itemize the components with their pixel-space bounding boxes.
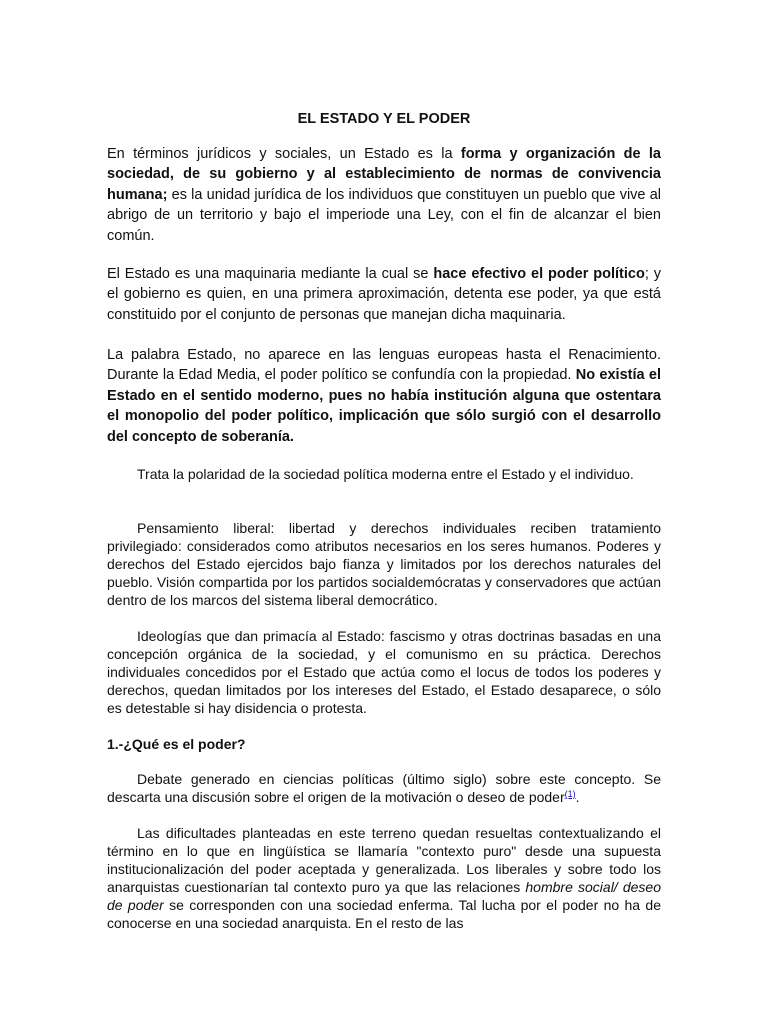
paragraph-8-italic: hombre social/ deseo de poder	[107, 879, 661, 913]
paragraph-1-text-c: es la unidad jurídica de los individuos que constituyen un pueblo que vive al abrigo de un territorio y bajo el imperiode una Ley, con el fin de alcanzar el bien común.	[107, 186, 661, 244]
paragraph-2-bold: hace efectivo el poder político	[433, 266, 645, 282]
footnote-link[interactable]: (1)	[564, 789, 576, 799]
paragraph-8-text-c: se corresponden con una sociedad enferma. Tal lucha por el poder no ha de conocerse en una sociedad anarquista. En el resto de las	[107, 897, 661, 931]
section-heading: 1.-¿Qué es el poder?	[107, 736, 246, 752]
paragraph-3-text-a: La palabra Estado, no aparece en las lenguas europeas hasta el Renacimiento. Durante la Edad Media, el poder político se confundía con la propiedad.	[107, 347, 661, 384]
paragraph-3-bold: No existía el Estado en el sentido moderno, pues no había institución alguna que ostentara el monopolio del poder político, implicación que sólo surgió con el desarrollo del concepto de soberanía.	[107, 367, 661, 445]
document-title: EL ESTADO Y EL PODER	[297, 111, 471, 127]
paragraph-2-text-c: ; y el gobierno es quien, en una primera aproximación, detenta ese poder, ya que está constituido por el conjunto de personas que manejan dicha maquinaria.	[107, 266, 662, 323]
paragraph-1-text-a: En términos jurídicos y sociales, un Estado es la	[107, 146, 461, 162]
paragraph-5: Pensamiento liberal: libertad y derechos individuales reciben tratamiento privilegiado: considerados como atributos necesarios en los seres humanos. Poderes y derechos del Estado ejercidos bajo fianza y limitados por los derechos naturales del pueblo. Visión compartida por los partidos socialdemócratas y conservadores que actúan dentro de los marcos del sistema liberal democrático.	[107, 520, 661, 608]
paragraph-7-text-a: Debate generado en ciencias políticas (último siglo) sobre este concepto. Se descarta una discusión sobre el origen de la motivación o deseo de poder	[107, 771, 661, 805]
paragraph-7-text-c: .	[575, 789, 580, 805]
paragraph-6: Ideologías que dan primacía al Estado: fascismo y otras doctrinas basadas en una concepción orgánica de la sociedad, y el comunismo en su práctica. Derechos individuales concedidos por el Estado que actúa como el locus de todos los poderes y derechos, quedan limitados por los intereses del Estado, el Estado desaparece, o sólo es detestable si hay disidencia o protesta.	[107, 628, 661, 716]
paragraph-1	[107, 144, 661, 246]
paragraph-7	[107, 770, 661, 806]
paragraph-8-text-a: Las dificultades planteadas en este terreno quedan resueltas contextualizando el término en lo que en lingüística se llamaría "contexto puro" desde una supuesta institucionalización del poder aceptada y generalizada. Los liberales y sobre todo los anarquistas cuestionarían tal contexto puro ya que las relaciones	[107, 825, 661, 895]
paragraph-2	[107, 264, 661, 325]
paragraph-3	[107, 345, 661, 447]
paragraph-8	[107, 824, 661, 932]
paragraph-1-bold: forma y organización de la sociedad, de su gobierno y al establecimiento de normas de convivencia humana;	[107, 146, 661, 203]
paragraph-2-text-a: El Estado es una maquinaria mediante la cual se	[107, 266, 434, 282]
paragraph-4: Trata la polaridad de la sociedad política moderna entre el Estado y el individuo.	[137, 466, 634, 482]
